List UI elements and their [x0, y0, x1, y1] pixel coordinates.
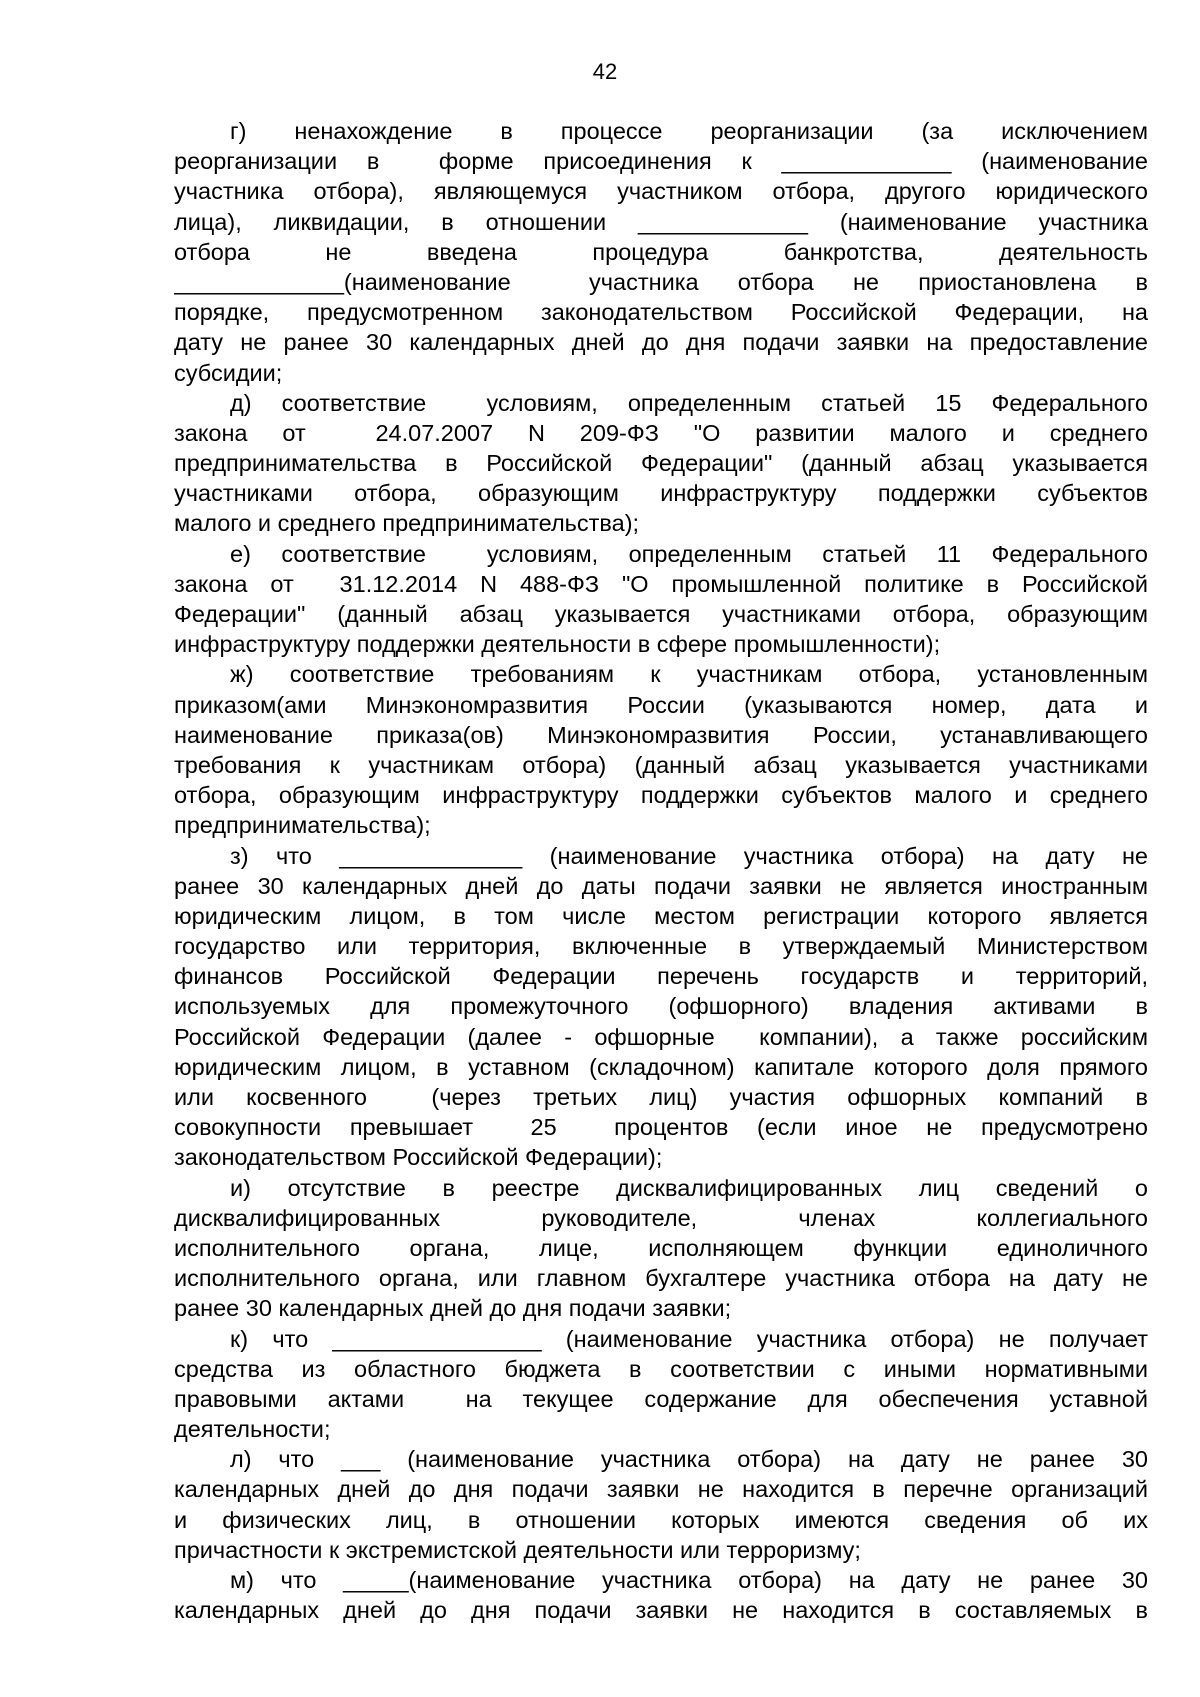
text-line: исполнительного органа, или главном бухгалтере участника отбора на дату не — [174, 1265, 1148, 1292]
text-line: правовыми актами на текущее содержание для обеспечения уставной — [174, 1385, 1148, 1412]
text-line: календарных дней до дня подачи заявки не находится в составляемых в — [174, 1597, 1148, 1624]
text-line: з) что ______________ (наименование участника отбора) на дату не — [230, 842, 1148, 869]
text-line: предпринимательства); — [174, 812, 431, 839]
text-line: е) соответствие условиям, определенным статьей 11 Федерального — [230, 540, 1148, 567]
text-line: м) что _____(наименование участника отбора) на дату не ранее 30 — [230, 1567, 1148, 1593]
text-line: финансов Российской Федерации перечень государств и территорий, — [174, 963, 1148, 990]
text-line: совокупности превышает 25 процентов (если иное не предусмотрено — [174, 1114, 1148, 1141]
text-line: порядке, предусмотренном законодательством Российской Федерации, на — [174, 299, 1148, 326]
text-line: участника отбора), являющемуся участником отбора, другого юридического — [174, 178, 1148, 205]
text-line: отбора, образующим инфраструктуру поддержки субъектов малого и среднего — [174, 782, 1148, 809]
page-number: 42 — [592, 59, 618, 84]
text-line: л) что ___ (наименование участника отбора) на дату не ранее 30 — [230, 1446, 1148, 1473]
text-line: ранее 30 календарных дней до дня подачи заявки; — [174, 1295, 732, 1322]
text-line: _____________(наименование участника отбора не приостановлена в — [174, 268, 1148, 295]
text-line: или косвенного (через третьих лиц) участия офшорных компаний в — [174, 1084, 1148, 1110]
text-line: и) отсутствие в реестре дисквалифицированных лиц сведений о — [230, 1174, 1148, 1201]
text-line: участниками отбора, образующим инфраструктуру поддержки субъектов — [174, 480, 1148, 507]
text-line: г) ненахождение в процессе реорганизации (за исключением — [230, 118, 1148, 144]
text-line: деятельности; — [174, 1416, 331, 1443]
text-line: причастности к экстремистской деятельности или терроризму; — [174, 1536, 861, 1563]
text-line: ж) соответствие требованиям к участникам отбора, установленным — [230, 661, 1148, 688]
text-line: Российской Федерации (далее - офшорные компании), а также российским — [174, 1023, 1148, 1050]
text-line: календарных дней до дня подачи заявки не находится в перечне организаций — [174, 1476, 1148, 1503]
text-line: дисквалифицированных руководителе, членах коллегиального — [174, 1204, 1148, 1231]
text-line: дату не ранее 30 календарных дней до дня подачи заявки на предоставление — [174, 329, 1148, 356]
text-line: используемых для промежуточного (офшорного) владения активами в — [174, 993, 1148, 1020]
text-line: инфраструктуру поддержки деятельности в сфере промышленности); — [174, 631, 941, 658]
text-line: наименование приказа(ов) Минэкономразвития России, устанавливающего — [174, 721, 1148, 748]
text-line: государство или территория, включенные в утверждаемый Министерством — [174, 933, 1148, 960]
text-line: исполнительного органа, лице, исполняющем функции единоличного — [174, 1234, 1148, 1261]
text-line: закона от 24.07.2007 N 209-ФЗ "О развитии малого и среднего — [174, 419, 1148, 446]
text-line: законодательством Российской Федерации); — [174, 1144, 663, 1171]
text-line: юридическим лицом, в том числе местом регистрации которого является — [174, 902, 1148, 929]
text-line: и физических лиц, в отношении которых имеются сведения об их — [174, 1506, 1148, 1533]
text-line: Федерации" (данный абзац указывается участниками отбора, образующим — [174, 601, 1148, 627]
text-line: отбора не введена процедура банкротства, деятельность — [174, 238, 1148, 265]
text-line: юридическим лицом, в уставном (складочном) капитале которого доля прямого — [174, 1053, 1148, 1080]
text-line: предпринимательства в Российской Федерации" (данный абзац указывается — [174, 450, 1148, 477]
text-line: приказом(ами Минэкономразвития России (указываются номер, дата и — [174, 691, 1148, 718]
text-line: реорганизации в форме присоединения к _____________ (наименование — [174, 148, 1148, 175]
document-body — [174, 116, 1148, 1625]
text-line: субсидии; — [174, 359, 283, 386]
text-line: закона от 31.12.2014 N 488-ФЗ "О промышленной политике в Российской — [174, 570, 1148, 597]
text-line: д) соответствие условиям, определенным статьей 15 Федерального — [230, 389, 1148, 416]
text-line: ранее 30 календарных дней до даты подачи заявки не является иностранным — [174, 872, 1148, 899]
text-line: малого и среднего предпринимательства); — [174, 510, 640, 537]
text-line: к) что ________________ (наименование участника отбора) не получает — [230, 1325, 1148, 1352]
text-line: лица), ликвидации, в отношении _____________ (наименование участника — [174, 208, 1148, 235]
text-line: требования к участникам отбора) (данный абзац указывается участниками — [174, 751, 1148, 778]
text-line: средства из областного бюджета в соответствии с иными нормативными — [174, 1355, 1148, 1382]
